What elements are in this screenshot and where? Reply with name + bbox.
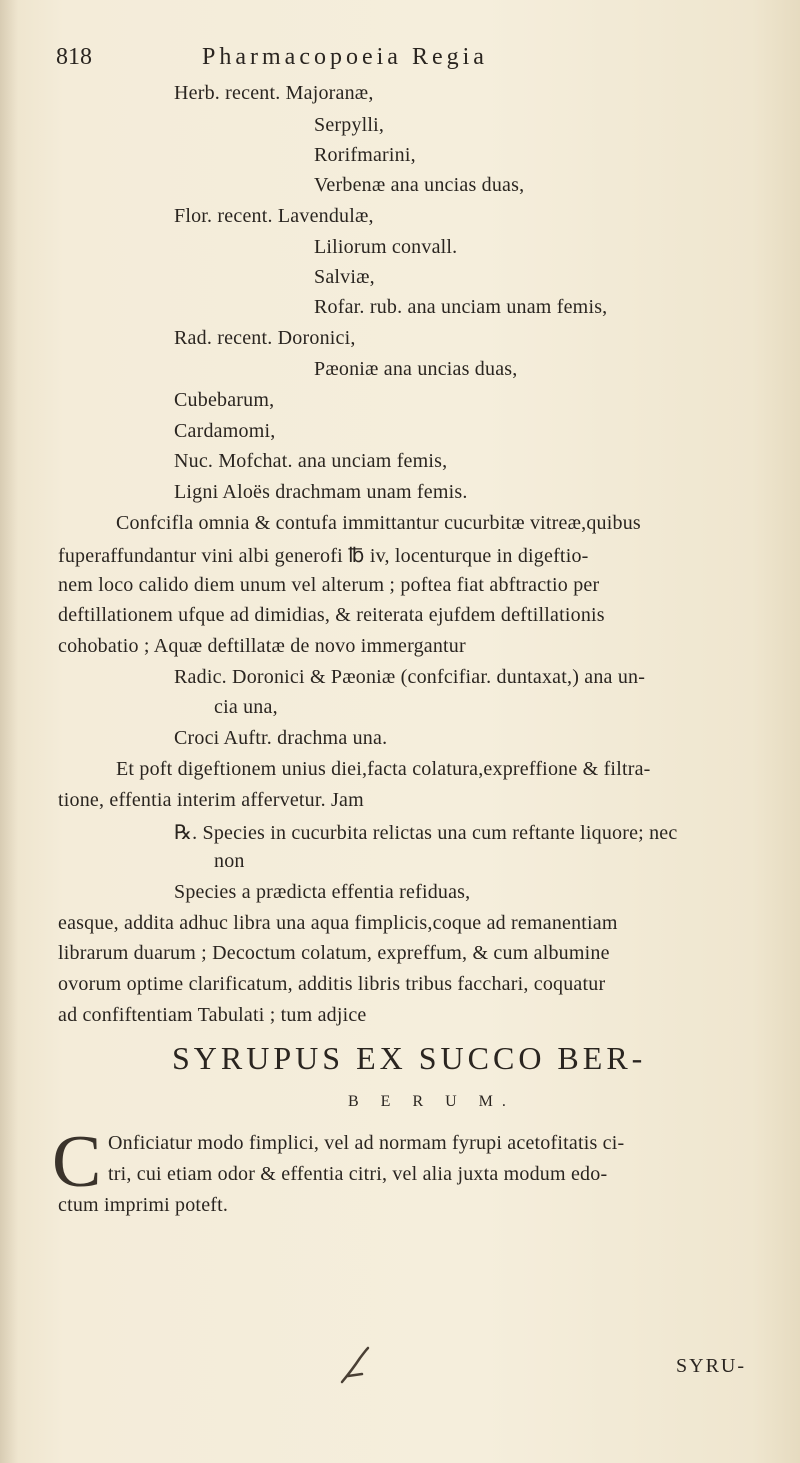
body-line: ℞. Species in cucurbita relictas una cum reftante liquore; nec [174, 822, 678, 844]
body-line: ad confiftentiam Tabulati ; tum adjice [58, 1004, 367, 1026]
body-line: non [214, 850, 245, 872]
recipe-line: Flor. recent. Lavendulæ, [174, 205, 374, 227]
section-title: SYRUPUS EX SUCCO BER- [172, 1040, 647, 1076]
page-gutter-shadow [0, 0, 18, 1463]
body-line: Confcifla omnia & contufa immittantur cucurbitæ vitreæ,quibus [116, 512, 641, 534]
recipe-line: Verbenæ ana uncias duas, [314, 174, 525, 196]
body-line: deftillationem ufque ad dimidias, & reiterata ejufdem deftillationis [58, 604, 605, 626]
page-number: 818 [56, 44, 92, 70]
running-title: Pharmacopoeia Regia [202, 44, 488, 70]
body-line: Et poft digeftionem unius diei,facta colatura,expreffione & filtra- [116, 758, 651, 780]
recipe-line: Cubebarum, [174, 389, 275, 411]
body-line: fuperaffundantur vini albi generofi ℔ iv, locenturque in digeftio- [58, 545, 589, 567]
recipe-line: Cardamomi, [174, 420, 276, 442]
body-line: easque, addita adhuc libra una aqua fimplicis,coque ad remanentiam [58, 912, 618, 934]
drop-capital: C [52, 1121, 102, 1203]
body-line: Species a prædicta effentia refiduas, [174, 881, 471, 903]
ink-mark-icon [338, 1346, 374, 1386]
paragraph-line: ctum imprimi poteft. [58, 1194, 229, 1216]
recipe-line: Pæoniæ ana uncias duas, [314, 358, 518, 380]
body-line: ovorum optime clarificatum, additis libris tribus facchari, coquatur [58, 973, 606, 995]
body-line: Radic. Doronici & Pæoniæ (confcifiar. duntaxat,) ana un- [174, 666, 646, 688]
section-subtitle: B E R U M. [348, 1093, 515, 1110]
body-line: tione, effentia interim affervetur. Jam [58, 789, 364, 811]
body-line: nem loco calido diem unum vel alterum ; poftea fiat abftractio per [58, 574, 600, 596]
body-line: librarum duarum ; Decoctum colatum, expreffum, & cum albumine [58, 942, 610, 964]
recipe-line: Rofar. rub. ana unciam unam femis, [314, 296, 608, 318]
body-line: Croci Auftr. drachma una. [174, 727, 388, 749]
recipe-line: Serpylli, [314, 114, 385, 136]
paragraph-line: Onficiatur modo fimplici, vel ad normam fyrupi acetofitatis ci- [108, 1132, 625, 1154]
recipe-line: Rorifmarini, [314, 144, 416, 166]
recipe-line: Liliorum convall. [314, 236, 458, 258]
catchword: SYRU- [676, 1355, 747, 1377]
recipe-line: Ligni Aloës drachmam unam femis. [174, 481, 468, 503]
recipe-line: Salviæ, [314, 266, 375, 288]
recipe-line: Rad. recent. Doronici, [174, 327, 356, 349]
paragraph-line: tri, cui etiam odor & effentia citri, vel alia juxta modum edo- [108, 1163, 608, 1185]
body-line: cohobatio ; Aquæ deftillatæ de novo immergantur [58, 635, 466, 657]
body-line: cia una, [214, 696, 278, 718]
recipe-line: Herb. recent. Majoranæ, [174, 82, 374, 104]
recipe-line: Nuc. Mofchat. ana unciam femis, [174, 450, 448, 472]
